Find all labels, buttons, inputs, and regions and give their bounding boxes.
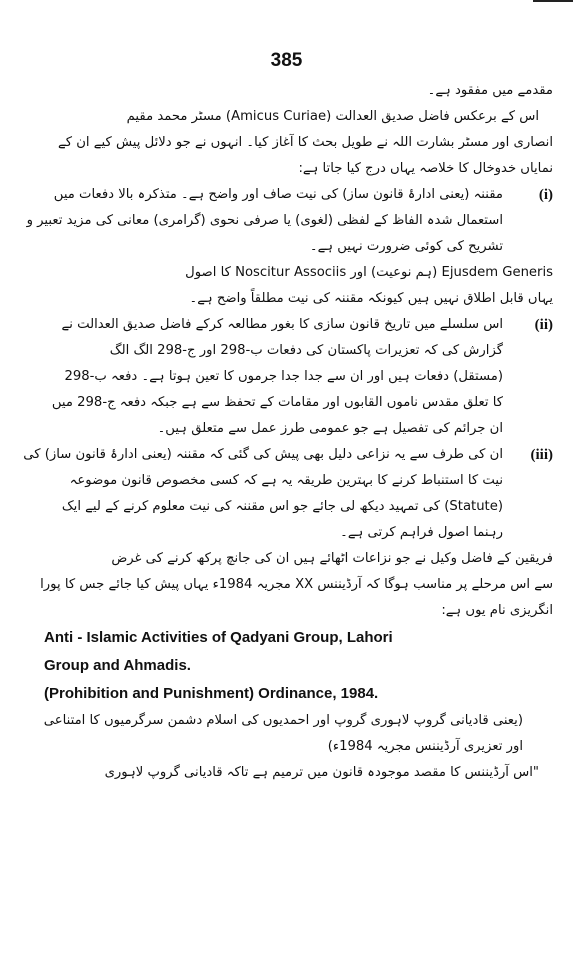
text-line: کا تعلق مقدس ناموں القابوں اور مقامات کے تحفظ سے ہے جبکہ دفعہ ج-298 میں: [51, 395, 503, 410]
paragraph-ordinance: [22, 546, 553, 624]
text-line: استعمال شدہ الفاظ کے لفظی (لغوی) یا صرفی نحوی (گرامری) معانی کی مزید تعبیر و: [26, 213, 503, 228]
paragraph-ejusdem: [22, 260, 553, 312]
paragraph-amicus-cont: [22, 130, 553, 182]
text-line: (Prohibition and Punishment) Ordinance, 1984.: [44, 685, 379, 702]
text-line: (یعنی قادیانی گروپ لاہوری گروپ اور احمدیوں کی اسلام دشمن سرگرمیوں کا امتناعی: [43, 713, 523, 728]
item-body: [22, 312, 503, 442]
item-number: (ii): [534, 317, 553, 333]
paragraph-quote: [22, 760, 553, 786]
list-item-ii: [22, 312, 553, 442]
item-body: [22, 442, 503, 546]
text-line: Group and Ahmadis.: [44, 657, 191, 674]
item-number: (i): [538, 187, 553, 203]
text-line: اس کے برعکس فاضل صدیق العدالت (Amicus Curiae) مسٹر محمد مقیم: [126, 109, 539, 124]
text-line: گزارش کی کہ تعزیرات پاکستان کی دفعات ب-298 اور ج-298 الگ الگ: [109, 343, 503, 358]
list-item-i: [22, 182, 553, 260]
text-line: انگریزی نام یوں ہے:: [441, 603, 553, 618]
text-line: Ejusdem Generis (ہم نوعیت) اور Noscitur Associis کا اصول: [185, 265, 553, 280]
text-line: (Statute) کی تمہید دیکھ لی جائے جو اس مقننہ کی نیت معلوم کرنے کے لیے ایک: [61, 499, 503, 514]
text-line: یہاں قابل اطلاق نہیں ہیں کیونکہ مقننہ کی نیت مطلقاً واضح ہے۔: [189, 291, 553, 306]
ordinance-english-title: [22, 624, 553, 708]
paragraph-amicus: [22, 104, 553, 130]
text-line: رہنما اصول فراہم کرتی ہے۔: [340, 525, 503, 540]
list-item-iii: [22, 442, 553, 546]
top-edge-rule: [533, 0, 573, 2]
page-number: 385: [270, 50, 303, 71]
paragraph-intro-end: [22, 78, 553, 104]
text-line: اور تعزیری آرڈیننس مجریہ 1984ء): [327, 739, 523, 754]
text-line: اس سلسلے میں تاریخ قانون سازی کا بغور مطالعہ کرکے فاضل صدیق العدالت نے: [61, 317, 503, 332]
text-line: تشریح کی کوئی ضرورت نہیں ہے۔: [309, 239, 503, 254]
text-line: نیت کا استنباط کرنے کا بہترین طریقہ یہ ہے کہ کسی مخصوص قانون موضوعہ: [69, 473, 503, 488]
document-body: [22, 78, 553, 786]
paragraph-urdu-title: [22, 708, 553, 760]
text-line: Anti - Islamic Activities of Qadyani Group, Lahori: [44, 629, 393, 646]
text-line: (مستقل) دفعات ہیں اور ان سے جدا جدا جرموں کا تعین ہوتا ہے۔ دفعہ ب-298: [64, 369, 503, 384]
item-number: (iii): [530, 447, 553, 463]
text-line: سے اس مرحلے پر مناسب ہوگا کہ آرڈیننس XX مجریہ 1984ء یہاں پیش کیا جائے جس کا پورا: [40, 577, 553, 592]
text-line: فریقین کے فاضل وکیل نے جو نزاعات اٹھائے ہیں ان کی جانچ پرکھ کرنے کی غرض: [111, 551, 553, 566]
text-line: انصاری اور مسٹر بشارت اللہ نے طویل بحث کا آغاز کیا۔ انہوں نے جو دلائل پیش کیے ان کے: [58, 135, 553, 150]
text-line: ان کی طرف سے یہ نزاعی دلیل بھی پیش کی گئی کہ مقننہ (یعنی ادارۂ قانون ساز) کی: [23, 447, 503, 462]
text-line: ان جرائم کی تفصیل ہے جو عمومی طرز عمل سے متعلق ہیں۔: [157, 421, 503, 436]
item-body: [22, 182, 503, 260]
text-line: نمایاں خدوخال کا خلاصہ یہاں درج کیا جاتا ہے:: [298, 161, 553, 176]
text-line: مقدمے میں مفقود ہے۔: [427, 83, 553, 98]
text-line: "اس آرڈیننس کا مقصد موجودہ قانون میں ترمیم ہے تاکہ قادیانی گروپ لاہوری: [104, 765, 539, 780]
text-line: مقننہ (یعنی ادارۂ قانون ساز) کی نیت صاف اور واضح ہے۔ متذکرہ بالا دفعات میں: [53, 187, 503, 202]
